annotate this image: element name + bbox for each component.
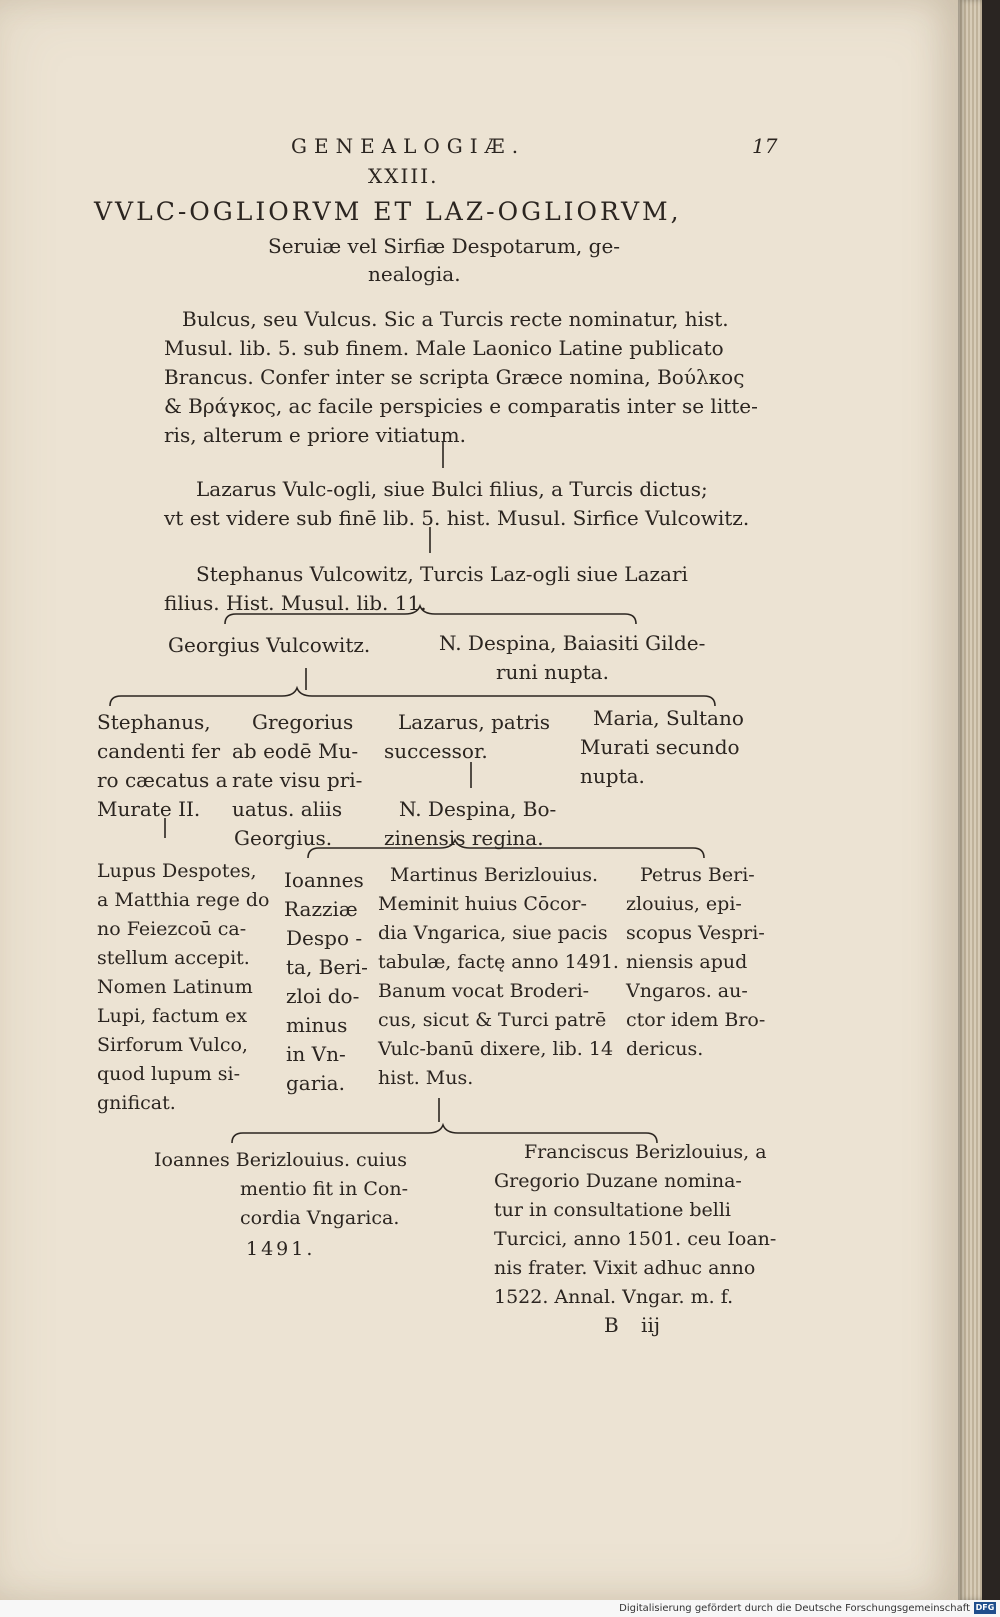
intro-line: Bulcus, seu Vulcus. Sic a Turcis recte nominatur, hist. — [182, 307, 729, 331]
despina-line: N. Despina, Baiasiti Gilde- — [439, 631, 706, 655]
gen5-lupus-line: quod lupum si- — [97, 1063, 241, 1085]
gen5-martinus-line: Banum vocat Broderi- — [378, 980, 590, 1002]
gen5-martinus-line: Martinus Berizlouius. — [390, 864, 599, 886]
gen5-martinus-line: dia Vngarica, siue pacis — [378, 922, 608, 944]
table-number: XXIII. — [368, 164, 439, 188]
gen4-gregorius-line: rate visu pri- — [232, 768, 363, 792]
gen5-martinus-line: hist. Mus. — [378, 1067, 474, 1089]
gen6-franciscus-line: Turcici, anno 1501. ceu Ioan- — [494, 1228, 777, 1250]
gen5-ioannes-line: Ioannes — [284, 868, 364, 892]
georgius-name: Georgius Vulcowitz. — [168, 633, 371, 657]
gen6-franciscus-line: Gregorio Duzane nomina- — [494, 1170, 742, 1192]
gen4-gregorius-line: Georgius. — [234, 826, 333, 850]
gen4-stephanus-line: candenti fer — [97, 739, 221, 763]
gen6-franciscus-line: 1522. Annal. Vngar. m. f. — [494, 1286, 734, 1308]
gen5-lupus-line: Lupi, factum ex — [97, 1005, 248, 1027]
gen4-lazarus-line: successor. — [384, 739, 488, 763]
gen5-ioannes-line: Razziæ — [284, 897, 358, 921]
gen5-petrus-line: Vngaros. au- — [626, 980, 748, 1002]
gen5-lupus-line: no Feiezcoū ca- — [97, 918, 247, 940]
page-edge — [958, 0, 982, 1600]
gen4-stephanus-line: Murate II. — [97, 797, 201, 821]
gen4-gregorius-line: uatus. aliis — [232, 797, 343, 821]
intro-line: Brancus. Confer inter se scripta Græce nomina, Βούλκος — [164, 365, 745, 389]
gen6-ioannes-line: cordia Vngarica. — [240, 1207, 400, 1229]
gen4-despina-line: N. Despina, Bo- — [399, 797, 557, 821]
gen4-maria-line: Murati secundo — [580, 735, 740, 759]
gen5-lupus-line: a Matthia rege do — [97, 889, 270, 911]
footer-bar — [0, 1600, 1000, 1617]
stephanus-line: Stephanus Vulcowitz, Turcis Laz-ogli siue Lazari — [196, 562, 688, 586]
gen5-petrus-line: ctor idem Bro- — [626, 1009, 766, 1031]
intro-line: & Βράγκος, ac facile perspicies e comparatis inter se litte- — [164, 394, 758, 418]
gen5-lupus-line: Nomen Latinum — [97, 976, 253, 998]
running-head: GENEALOGIÆ. — [291, 134, 526, 158]
gen6-ioannes-line: 1491. — [246, 1238, 316, 1260]
gen6-franciscus-line: Franciscus Berizlouius, a — [524, 1141, 767, 1163]
gen5-ioannes-line: zloi do- — [286, 984, 360, 1008]
lazarus-line: vt est videre sub finē lib. 5. hist. Musul. Sirfice Vulcowitz. — [164, 506, 750, 530]
gen5-martinus-line: cus, sicut & Turci patrē — [378, 1009, 607, 1031]
gen5-ioannes-line: in Vn- — [286, 1042, 346, 1066]
gen4-stephanus-line: Stephanus, — [97, 710, 211, 734]
signature-mark: B iij — [604, 1313, 661, 1337]
gen5-petrus-line: zlouius, epi- — [626, 893, 742, 915]
gen5-martinus-line: Meminit huius Cōcor- — [378, 893, 587, 915]
gen6-ioannes-line: Ioannes Berizlouius. cuius — [154, 1149, 407, 1171]
gen4-stephanus-line: ro cæcatus a — [97, 768, 228, 792]
gen5-lupus-line: Sirforum Vulco, — [97, 1034, 248, 1056]
footer-credit: Digitalisierung gefördert durch die Deutsche Forschungsgemeinschaft — [619, 1603, 970, 1614]
gen5-petrus-line: niensis apud — [626, 951, 748, 973]
gen5-petrus-line: Petrus Beri- — [640, 864, 755, 886]
gen5-martinus-line: tabulæ, factę anno 1491. — [378, 951, 619, 973]
gen5-ioannes-line: minus — [286, 1013, 348, 1037]
gen5-petrus-line: scopus Vespri- — [626, 922, 765, 944]
gen4-despina-line: zinensis regina. — [384, 826, 544, 850]
lazarus-line: Lazarus Vulc-ogli, siue Bulci filius, a Turcis dictus; — [196, 477, 708, 501]
title-subtitle-line1: Seruiæ vel Sirfiæ Despotarum, ge- — [268, 234, 621, 258]
gen5-ioannes-line: garia. — [286, 1071, 345, 1095]
gen4-maria-line: Maria, Sultano — [593, 706, 744, 730]
gen6-franciscus-line: tur in consultatione belli — [494, 1199, 731, 1221]
gen4-gregorius-line: ab eodē Mu- — [232, 739, 359, 763]
gen4-gregorius-line: Gregorius — [252, 710, 354, 734]
gen6-ioannes-line: mentio fit in Con- — [240, 1178, 409, 1200]
gen5-petrus-line: dericus. — [626, 1038, 704, 1060]
despina-line: runi nupta. — [496, 660, 609, 684]
dfg-logo: DFG — [975, 1603, 995, 1612]
gen5-martinus-line: Vulc-banū dixere, lib. 14 — [378, 1038, 614, 1060]
gen4-maria-line: nupta. — [580, 764, 645, 788]
stephanus-line: filius. Hist. Musul. lib. 11. — [164, 591, 427, 615]
intro-line: ris, alterum e priore vitiatum. — [164, 423, 466, 447]
gen5-lupus-line: stellum accepit. — [97, 947, 250, 969]
page-number: 17 — [752, 134, 778, 158]
gen6-franciscus-line: nis frater. Vixit adhuc anno — [494, 1257, 756, 1279]
gen5-ioannes-line: ta, Beri- — [286, 955, 368, 979]
title-subtitle-line2: nealogia. — [368, 262, 461, 286]
gen4-lazarus-line: Lazarus, patris — [398, 710, 551, 734]
page-title: VVLC-OGLIORVM ET LAZ-OGLIORVM, — [94, 197, 682, 226]
intro-line: Musul. lib. 5. sub finem. Male Laonico Latine publicato — [164, 336, 724, 360]
gen5-lupus-line: gnificat. — [97, 1092, 176, 1114]
gen5-ioannes-line: Despo - — [286, 926, 363, 950]
gen5-lupus-line: Lupus Despotes, — [97, 860, 257, 882]
